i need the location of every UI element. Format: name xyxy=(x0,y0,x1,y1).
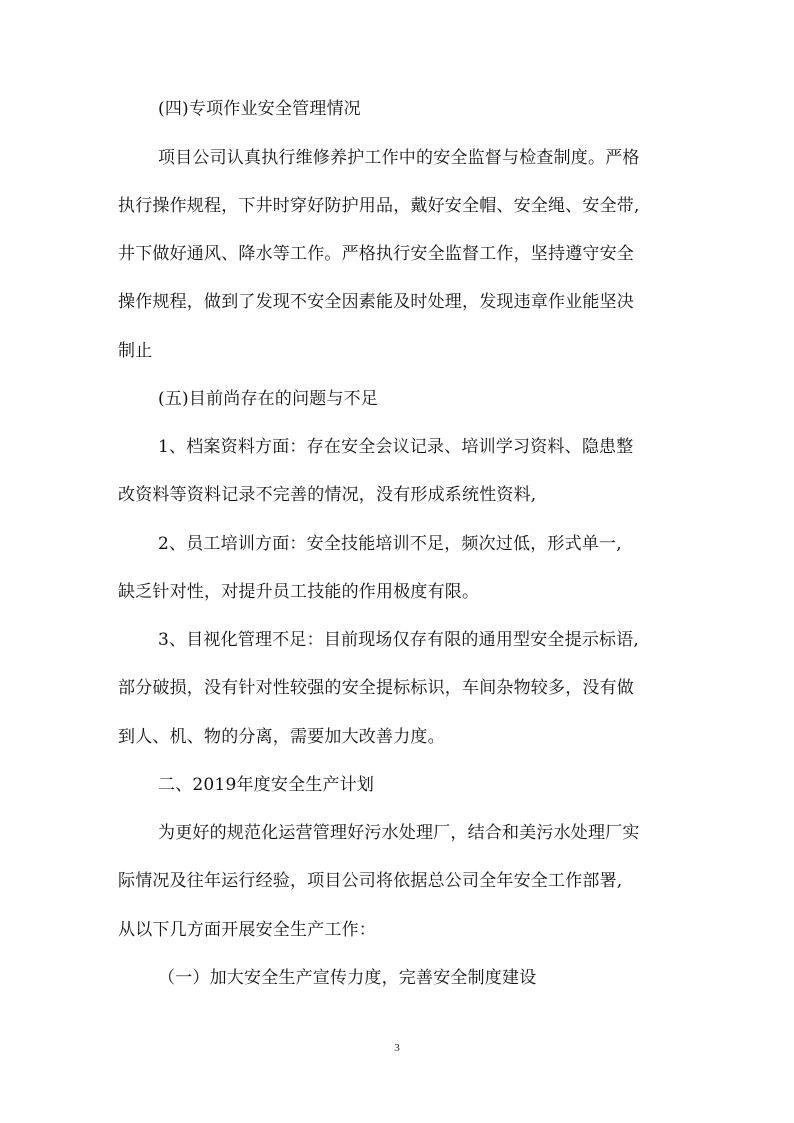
paragraph-line: 际情况及往年运行经验，项目公司将依据总公司全年安全工作部署, xyxy=(118,871,623,891)
paragraph-line: 操作规程，做到了发现不安全因素能及时处理，发现违章作业能坚决 xyxy=(118,292,634,312)
list-item-line: 2、员工培训方面：安全技能培训不足，频次过低，形式单一, xyxy=(158,534,622,554)
section-heading-5: (五)目前尚存在的问题与不足 xyxy=(158,389,379,409)
list-item-line: 到人、机、物的分离，需要加大改善力度。 xyxy=(118,727,445,747)
paragraph-line: 从以下几方面开展安全生产工作： xyxy=(118,920,376,940)
paragraph-line: 项目公司认真执行维修养护工作中的安全监督与检查制度。严格 xyxy=(158,148,640,168)
list-item-line: 1、档案资料方面：存在安全会议记录、培训学习资料、隐患整 xyxy=(158,437,634,457)
list-item-line: 3、目视化管理不足：目前现场仅存有限的通用型安全提示标语, xyxy=(158,630,640,650)
paragraph-line: 制止 xyxy=(118,341,153,361)
list-item-line: 缺乏针对性，对提升员工技能的作用极度有限。 xyxy=(118,582,480,602)
list-item-line: 部分破损，没有针对性较强的安全提标标识，车间杂物较多，没有做 xyxy=(118,678,634,698)
subsection-heading: （一）加大安全生产宣传力度，完善安全制度建设 xyxy=(158,968,537,988)
paragraph-line: 执行操作规程，下井时穿好防护用品，戴好安全帽、安全绳、安全带, xyxy=(118,196,640,216)
page-number: 3 xyxy=(394,1042,400,1054)
list-item-line: 改资料等资料记录不完善的情况，没有形成系统性资料, xyxy=(118,485,537,505)
paragraph-line: 井下做好通风、降水等工作。严格执行安全监督工作，坚持遵守安全 xyxy=(118,244,634,264)
section-heading-4: (四)专项作业安全管理情况 xyxy=(158,99,361,119)
section-heading-2: 二、2019年度安全生产计划 xyxy=(158,775,375,795)
paragraph-line: 为更好的规范化运营管理好污水处理厂，结合和美污水处理厂实 xyxy=(158,823,640,843)
